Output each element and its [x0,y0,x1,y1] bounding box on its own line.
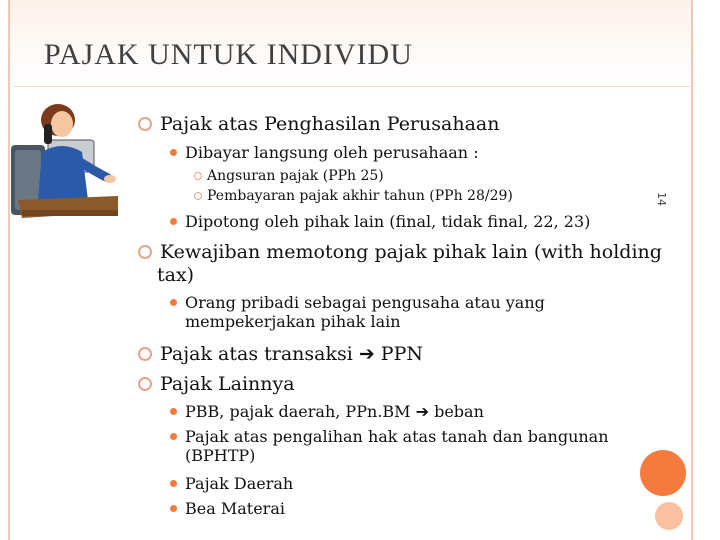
bullet-2-line-1: Kewajiban memotong pajak pihak lain (with holding [160,241,662,263]
bullet-2-1-line-1: Orang pribadi sebagai pengusaha atau yang [185,293,545,312]
bullet-2-1-line-2: mempekerjakan pihak lain [185,312,401,331]
bullet-4-4-text: Bea Materai [185,499,285,518]
bullet-2-line-2: tax) [157,264,195,286]
office-worker-phone-icon [8,100,120,220]
bullet-3-text: Pajak atas transaksi ➔ PPN [160,343,424,365]
bullet-4-1-text: PBB, pajak daerah, PPn.BM ➔ beban [185,402,484,421]
bullet-1-2 [185,212,590,231]
bullet-4-2-line-1: Pajak atas pengalihan hak atas tanah dan bangunan [185,427,609,446]
bullet-4-2-line-2: (BPHTP) [185,446,256,465]
bullet-1-1-text: Dibayar langsung oleh perusahaan : [185,143,479,162]
decorative-circle-small [655,502,683,530]
bullet-2-1-text [185,293,545,331]
slide-title: PAJAK UNTUK INDIVIDU [44,38,413,71]
bullet-1-1-2 [207,187,513,205]
bullet-3 [160,343,423,366]
bullet-2-1 [185,293,545,331]
title-divider [14,86,690,87]
bullet-4-4 [185,499,285,518]
bullet-1-1-2-text: Pembayaran pajak akhir tahun (PPh 28/29) [207,188,513,204]
bullet-2 [157,241,662,287]
bullet-4-3 [185,474,293,493]
bullet-1 [160,113,499,136]
bullet-1-1 [185,143,479,162]
bullet-4-3-text: Pajak Daerah [185,474,294,493]
bullet-4-1 [185,402,484,421]
bullet-4-text: Pajak Lainnya [160,373,295,395]
bullet-2-text [157,241,662,287]
bullet-1-1-1-text: Angsuran pajak (PPh 25) [207,168,384,184]
bullet-4-2 [185,427,609,465]
bullet-1-1-1 [207,167,384,185]
bullet-4 [160,373,295,396]
decorative-circle-large [640,450,686,496]
slide-number: 14 [655,192,668,206]
bullet-1-2-text: Dipotong oleh pihak lain (final, tidak final, 22, 23) [185,212,591,231]
bullet-1-text: Pajak atas Penghasilan Perusahaan [160,113,500,135]
bullet-4-2-text [185,427,609,465]
